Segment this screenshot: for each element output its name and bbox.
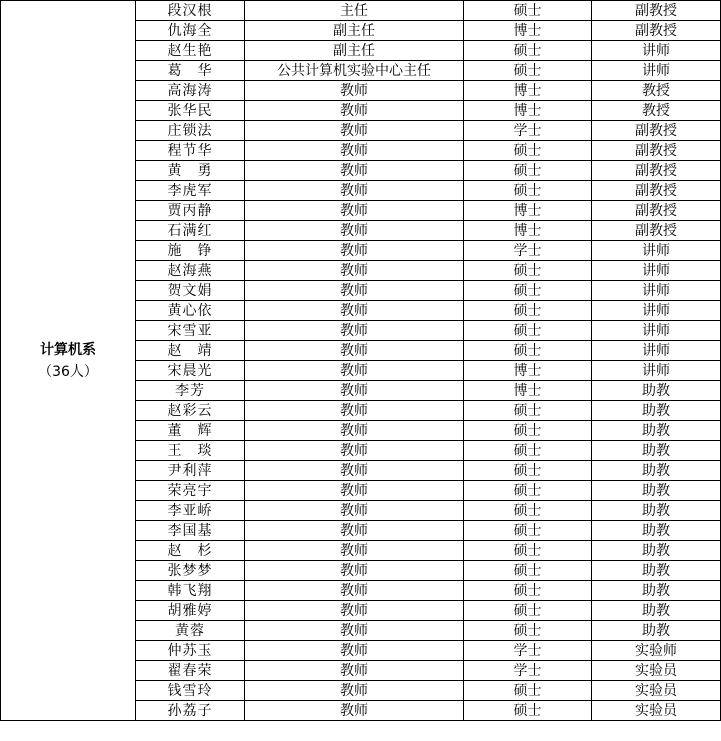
staff-name: 施 铮 <box>136 241 245 261</box>
staff-title: 助教 <box>592 401 721 421</box>
staff-table-body <box>1 1 721 721</box>
staff-name: 赵生艳 <box>136 41 245 61</box>
staff-position: 教师 <box>245 221 464 241</box>
staff-name: 钱雪玲 <box>136 681 245 701</box>
staff-title: 讲师 <box>592 301 721 321</box>
staff-position: 教师 <box>245 261 464 281</box>
staff-degree: 硕士 <box>464 321 592 341</box>
staff-title: 助教 <box>592 501 721 521</box>
staff-title: 副教授 <box>592 221 721 241</box>
staff-position: 教师 <box>245 141 464 161</box>
staff-degree: 博士 <box>464 361 592 381</box>
staff-degree: 硕士 <box>464 281 592 301</box>
staff-position: 教师 <box>245 161 464 181</box>
staff-position: 教师 <box>245 621 464 641</box>
staff-name: 庄锁法 <box>136 121 245 141</box>
staff-degree: 学士 <box>464 121 592 141</box>
staff-title: 副教授 <box>592 141 721 161</box>
staff-name: 葛 华 <box>136 61 245 81</box>
staff-name: 胡雅婷 <box>136 601 245 621</box>
staff-position: 教师 <box>245 281 464 301</box>
staff-position: 教师 <box>245 461 464 481</box>
staff-title: 实验员 <box>592 681 721 701</box>
staff-title: 助教 <box>592 381 721 401</box>
staff-degree: 硕士 <box>464 161 592 181</box>
staff-title: 实验员 <box>592 661 721 681</box>
staff-degree: 博士 <box>464 221 592 241</box>
staff-title: 助教 <box>592 461 721 481</box>
staff-degree: 硕士 <box>464 261 592 281</box>
staff-name: 贾丙静 <box>136 201 245 221</box>
staff-position: 教师 <box>245 301 464 321</box>
staff-position: 教师 <box>245 361 464 381</box>
staff-name: 荣亮宇 <box>136 481 245 501</box>
staff-position: 教师 <box>245 661 464 681</box>
staff-title: 讲师 <box>592 241 721 261</box>
staff-name: 黄蓉 <box>136 621 245 641</box>
staff-title: 助教 <box>592 541 721 561</box>
staff-name: 赵彩云 <box>136 401 245 421</box>
staff-title: 助教 <box>592 561 721 581</box>
staff-degree: 硕士 <box>464 481 592 501</box>
staff-name: 赵 杉 <box>136 541 245 561</box>
staff-position: 教师 <box>245 501 464 521</box>
staff-title: 教授 <box>592 81 721 101</box>
staff-position: 教师 <box>245 681 464 701</box>
staff-degree: 硕士 <box>464 441 592 461</box>
staff-title: 助教 <box>592 421 721 441</box>
staff-title: 讲师 <box>592 41 721 61</box>
staff-name: 段汉根 <box>136 1 245 21</box>
staff-position: 教师 <box>245 201 464 221</box>
staff-position: 教师 <box>245 401 464 421</box>
staff-position: 副主任 <box>245 21 464 41</box>
staff-title: 讲师 <box>592 261 721 281</box>
staff-name: 宋晨光 <box>136 361 245 381</box>
staff-degree: 博士 <box>464 381 592 401</box>
staff-degree: 硕士 <box>464 461 592 481</box>
staff-title: 助教 <box>592 601 721 621</box>
staff-name: 张华民 <box>136 101 245 121</box>
staff-position: 教师 <box>245 181 464 201</box>
staff-position: 教师 <box>245 441 464 461</box>
staff-degree: 硕士 <box>464 561 592 581</box>
staff-title: 助教 <box>592 481 721 501</box>
staff-title: 助教 <box>592 521 721 541</box>
staff-name: 仇海全 <box>136 21 245 41</box>
staff-title: 副教授 <box>592 21 721 41</box>
staff-position: 教师 <box>245 321 464 341</box>
staff-position: 教师 <box>245 701 464 721</box>
staff-degree: 博士 <box>464 201 592 221</box>
staff-title: 讲师 <box>592 281 721 301</box>
staff-degree: 学士 <box>464 661 592 681</box>
staff-position: 公共计算机实验中心主任 <box>245 61 464 81</box>
staff-name: 黄 勇 <box>136 161 245 181</box>
staff-position: 教师 <box>245 541 464 561</box>
staff-title: 教授 <box>592 101 721 121</box>
staff-position: 教师 <box>245 561 464 581</box>
staff-degree: 硕士 <box>464 61 592 81</box>
staff-title: 助教 <box>592 621 721 641</box>
staff-position: 教师 <box>245 521 464 541</box>
staff-name: 贺文娟 <box>136 281 245 301</box>
table-row <box>1 1 721 21</box>
staff-degree: 硕士 <box>464 1 592 21</box>
staff-name: 韩飞翔 <box>136 581 245 601</box>
staff-degree: 学士 <box>464 241 592 261</box>
staff-title: 副教授 <box>592 201 721 221</box>
staff-degree: 硕士 <box>464 341 592 361</box>
staff-name: 宋雪亚 <box>136 321 245 341</box>
staff-position: 教师 <box>245 641 464 661</box>
staff-name: 石满红 <box>136 221 245 241</box>
staff-name: 张梦梦 <box>136 561 245 581</box>
staff-degree: 博士 <box>464 21 592 41</box>
staff-degree: 硕士 <box>464 421 592 441</box>
department-name: 计算机系 <box>40 341 96 358</box>
staff-position: 教师 <box>245 121 464 141</box>
staff-name: 李亚峤 <box>136 501 245 521</box>
staff-degree: 硕士 <box>464 301 592 321</box>
staff-degree: 硕士 <box>464 141 592 161</box>
staff-name: 翟春荣 <box>136 661 245 681</box>
staff-position: 教师 <box>245 381 464 401</box>
staff-degree: 硕士 <box>464 541 592 561</box>
staff-title: 讲师 <box>592 61 721 81</box>
staff-title: 副教授 <box>592 1 721 21</box>
staff-name: 仲苏玉 <box>136 641 245 661</box>
staff-title: 副教授 <box>592 181 721 201</box>
staff-title: 讲师 <box>592 361 721 381</box>
staff-degree: 博士 <box>464 81 592 101</box>
department-cell <box>1 1 136 721</box>
staff-degree: 硕士 <box>464 181 592 201</box>
staff-name: 李芳 <box>136 381 245 401</box>
staff-name: 赵海燕 <box>136 261 245 281</box>
staff-name: 高海涛 <box>136 81 245 101</box>
staff-name: 李虎军 <box>136 181 245 201</box>
staff-title: 讲师 <box>592 321 721 341</box>
staff-position: 教师 <box>245 81 464 101</box>
staff-degree: 硕士 <box>464 501 592 521</box>
staff-position: 教师 <box>245 581 464 601</box>
staff-name: 程节华 <box>136 141 245 161</box>
staff-name: 孙荔子 <box>136 701 245 721</box>
staff-degree: 硕士 <box>464 601 592 621</box>
staff-title: 实验员 <box>592 701 721 721</box>
staff-position: 教师 <box>245 481 464 501</box>
staff-title: 副教授 <box>592 121 721 141</box>
staff-degree: 学士 <box>464 641 592 661</box>
staff-title: 讲师 <box>592 341 721 361</box>
staff-degree: 硕士 <box>464 581 592 601</box>
staff-degree: 硕士 <box>464 41 592 61</box>
staff-title: 副教授 <box>592 161 721 181</box>
staff-position: 主任 <box>245 1 464 21</box>
staff-name: 董 辉 <box>136 421 245 441</box>
staff-name: 赵 靖 <box>136 341 245 361</box>
staff-position: 教师 <box>245 341 464 361</box>
staff-degree: 硕士 <box>464 621 592 641</box>
staff-degree: 硕士 <box>464 701 592 721</box>
staff-degree: 硕士 <box>464 681 592 701</box>
staff-position: 教师 <box>245 101 464 121</box>
staff-degree: 硕士 <box>464 401 592 421</box>
staff-degree: 硕士 <box>464 521 592 541</box>
staff-degree: 博士 <box>464 101 592 121</box>
staff-name: 王 琰 <box>136 441 245 461</box>
staff-name: 黄心依 <box>136 301 245 321</box>
staff-title: 助教 <box>592 581 721 601</box>
staff-position: 教师 <box>245 421 464 441</box>
staff-position: 副主任 <box>245 41 464 61</box>
department-count: （36人） <box>38 363 98 380</box>
staff-title: 实验师 <box>592 641 721 661</box>
staff-title: 助教 <box>592 441 721 461</box>
staff-name: 李国基 <box>136 521 245 541</box>
staff-position: 教师 <box>245 241 464 261</box>
staff-position: 教师 <box>245 601 464 621</box>
staff-name: 尹利萍 <box>136 461 245 481</box>
